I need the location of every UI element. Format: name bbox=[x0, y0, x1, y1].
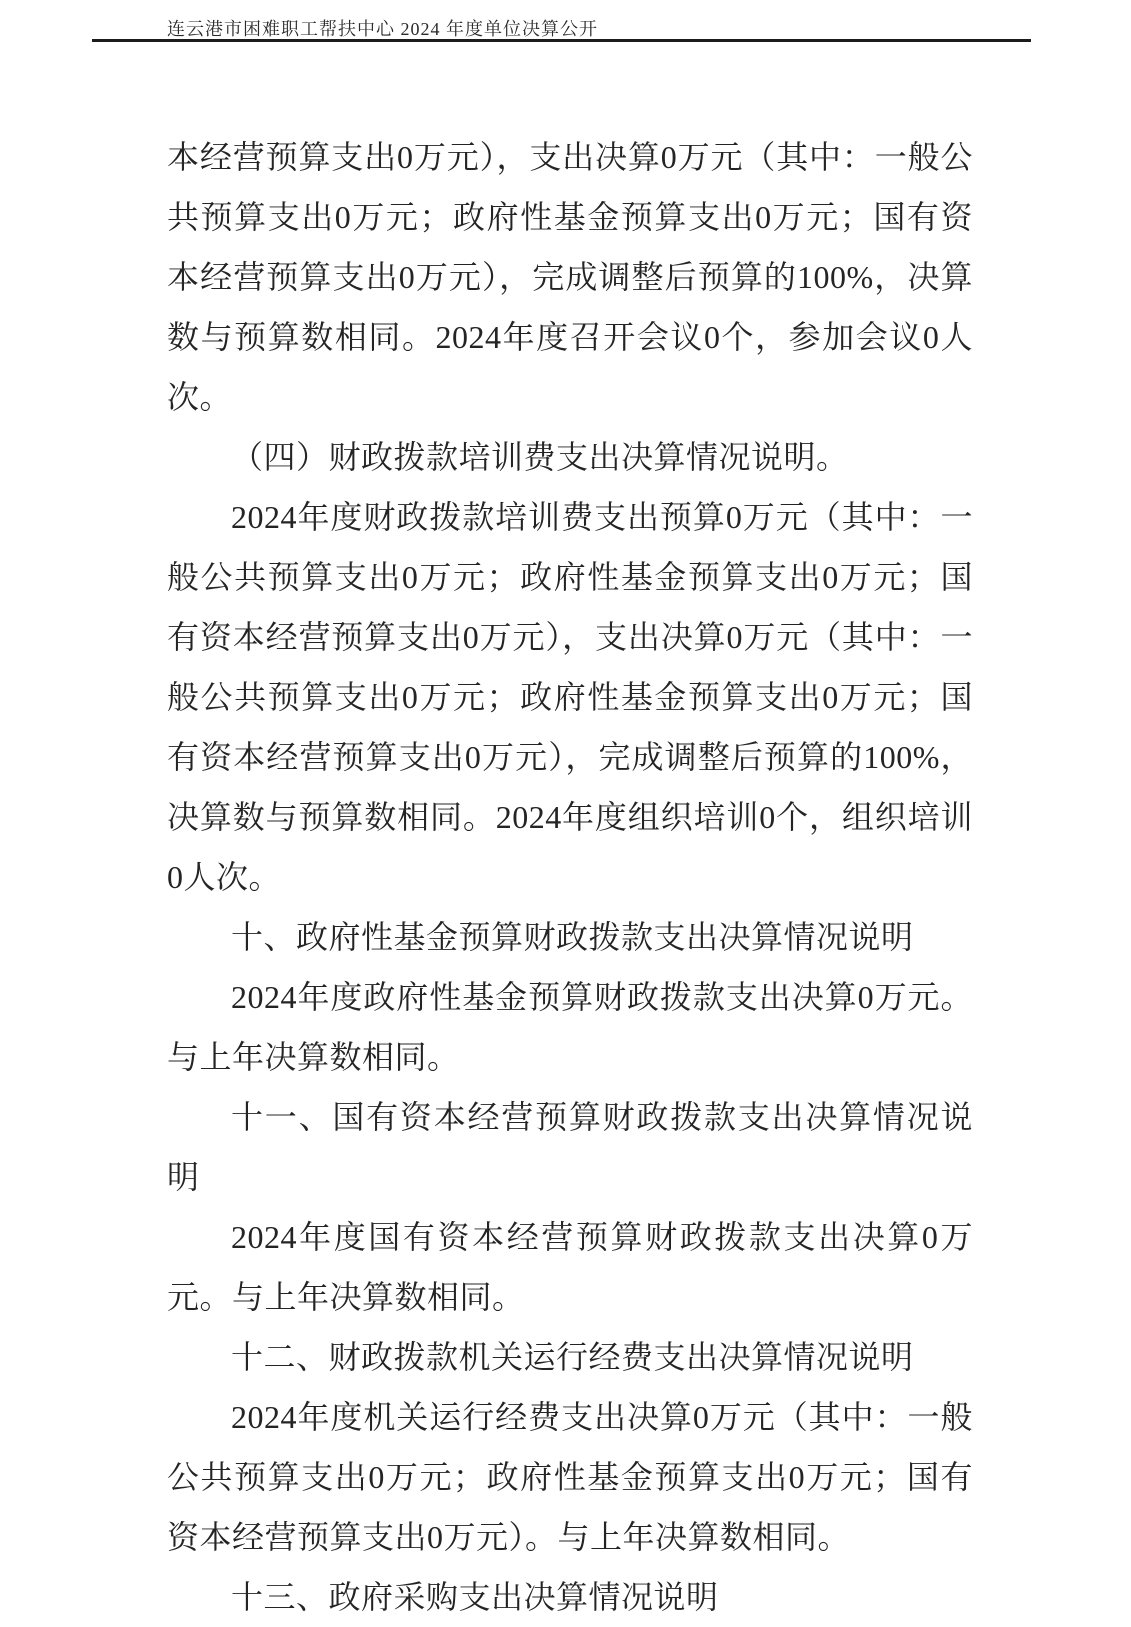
paragraph: 十一、国有资本经营预算财政拨款支出决算情况说明 bbox=[167, 1099, 973, 1195]
paragraph: 本经营预算支出0万元），支出决算0万元（其中：一般公共预算支出0万元；政府性基金预算支出0万元；国有资本经营预算支出0万元），完成调整后预算的100%，决算数与预算数相同。2024年度召开会议0个，参加会议0人次。 bbox=[167, 139, 973, 415]
paragraph: 2024年度国有资本经营预算财政拨款支出决算0万元。与上年决算数相同。 bbox=[167, 1219, 973, 1315]
document-body bbox=[167, 127, 973, 1627]
paragraph: 十、政府性基金预算财政拨款支出决算情况说明 bbox=[231, 919, 914, 955]
paragraph: 2024年度机关运行经费支出决算0万元（其中：一般公共预算支出0万元；政府性基金预算支出0万元；国有资本经营预算支出0万元）。与上年决算数相同。 bbox=[167, 1399, 973, 1555]
paragraph: 十二、财政拨款机关运行经费支出决算情况说明 bbox=[231, 1339, 914, 1375]
paragraph: 十三、政府采购支出决算情况说明 bbox=[231, 1579, 719, 1615]
header-divider-rule bbox=[92, 39, 1031, 42]
paragraph: （四）财政拨款培训费支出决算情况说明。 bbox=[231, 439, 849, 475]
page-header-title: 连云港市困难职工帮扶中心 2024 年度单位决算公开 bbox=[167, 19, 598, 39]
paragraph: 2024年度财政拨款培训费支出预算0万元（其中：一般公共预算支出0万元；政府性基金预算支出0万元；国有资本经营预算支出0万元），支出决算0万元（其中：一般公共预算支出0万元；政府性基金预算支出0万元；国有资本经营预算支出0万元），完成调整后预算的100%，决算数与预算数相同。2024年度组织培训0个，组织培训0人次。 bbox=[167, 499, 973, 895]
paragraph: 2024年度政府性基金预算财政拨款支出决算0万元。与上年决算数相同。 bbox=[167, 979, 973, 1075]
